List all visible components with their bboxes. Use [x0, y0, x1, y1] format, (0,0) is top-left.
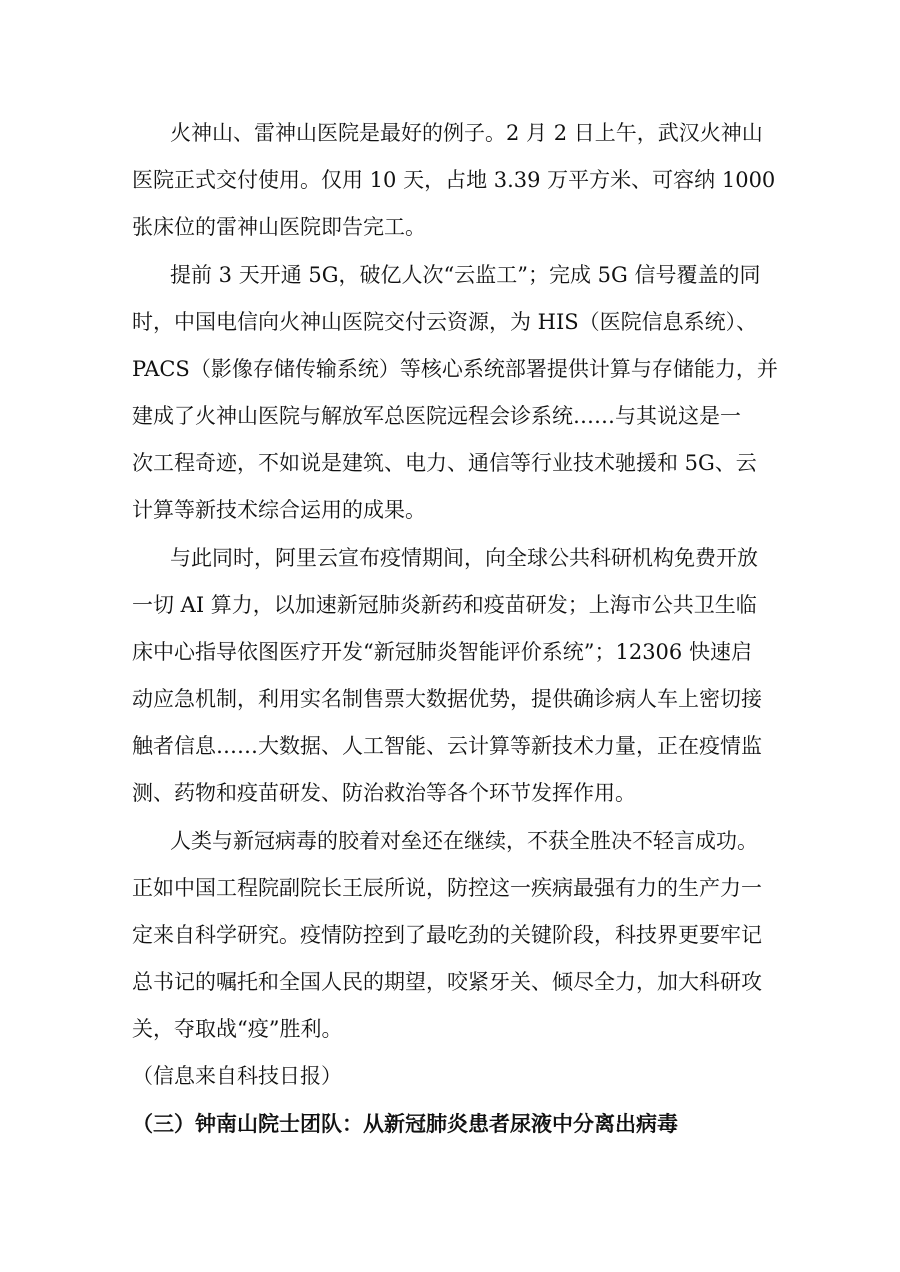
source-note: （信息来自科技日报） [132, 1064, 342, 1088]
paragraph-3-line-2: 一切 AI 算力，以加速新冠肺炎新药和疫苗研发；上海市公共卫生临 [132, 593, 757, 617]
paragraph-1-line-2: 医院正式交付使用。仅用 10 天，占地 3.39 万平方米、可容纳 1000 [132, 168, 776, 192]
paragraph-1-line-3: 张床位的雷神山医院即告完工。 [132, 215, 426, 239]
paragraph-4-line-3: 定来自科学研究。疫情防控到了最吃劲的关键阶段，科技界更要牢记 [132, 923, 762, 947]
paragraph-2-line-4: 建成了火神山医院与解放军总医院远程会诊系统……与其说这是一 [132, 404, 741, 428]
paragraph-2-line-1: 提前 3 天开通 5G，破亿人次“云监工”；完成 5G 信号覆盖的同 [170, 263, 761, 287]
paragraph-2-line-5: 次工程奇迹，不如说是建筑、电力、通信等行业技术驰援和 5G、云 [132, 451, 757, 475]
paragraph-4-line-4: 总书记的嘱托和全国人民的期望，咬紧牙关、倾尽全力，加大科研攻 [132, 970, 762, 994]
paragraph-3-line-5: 触者信息……大数据、人工智能、云计算等新技术力量，正在疫情监 [132, 734, 762, 758]
paragraph-3-line-1: 与此同时，阿里云宣布疫情期间，向全球公共科研机构免费开放 [170, 546, 758, 570]
paragraph-3-line-4: 动应急机制，利用实名制售票大数据优势，提供确诊病人车上密切接 [132, 687, 762, 711]
paragraph-4-line-1: 人类与新冠病毒的胶着对垒还在继续，不获全胜决不轻言成功。 [170, 829, 758, 853]
paragraph-4-line-5: 关，夺取战“疫”胜利。 [132, 1017, 343, 1041]
section-heading: （三）钟南山院士团队：从新冠肺炎患者尿液中分离出病毒 [132, 1112, 678, 1136]
paragraph-2-line-3: PACS（影像存储传输系统）等核心系统部署提供计算与存储能力，并 [132, 357, 778, 381]
paragraph-2-line-6: 计算等新技术综合运用的成果。 [132, 498, 426, 522]
paragraph-4-line-2: 正如中国工程院副院长王辰所说，防控这一疾病最强有力的生产力一 [132, 876, 762, 900]
paragraph-2-line-2: 时，中国电信向火神山医院交付云资源，为 HIS（医院信息系统）、 [132, 310, 758, 334]
paragraph-1-line-1: 火神山、雷神山医院是最好的例子。2 月 2 日上午，武汉火神山 [170, 121, 763, 145]
paragraph-3-line-3: 床中心指导依图医疗开发“新冠肺炎智能评价系统”；12306 快速启 [132, 640, 752, 664]
paragraph-3-line-6: 测、药物和疫苗研发、防治救治等各个环节发挥作用。 [132, 781, 636, 805]
